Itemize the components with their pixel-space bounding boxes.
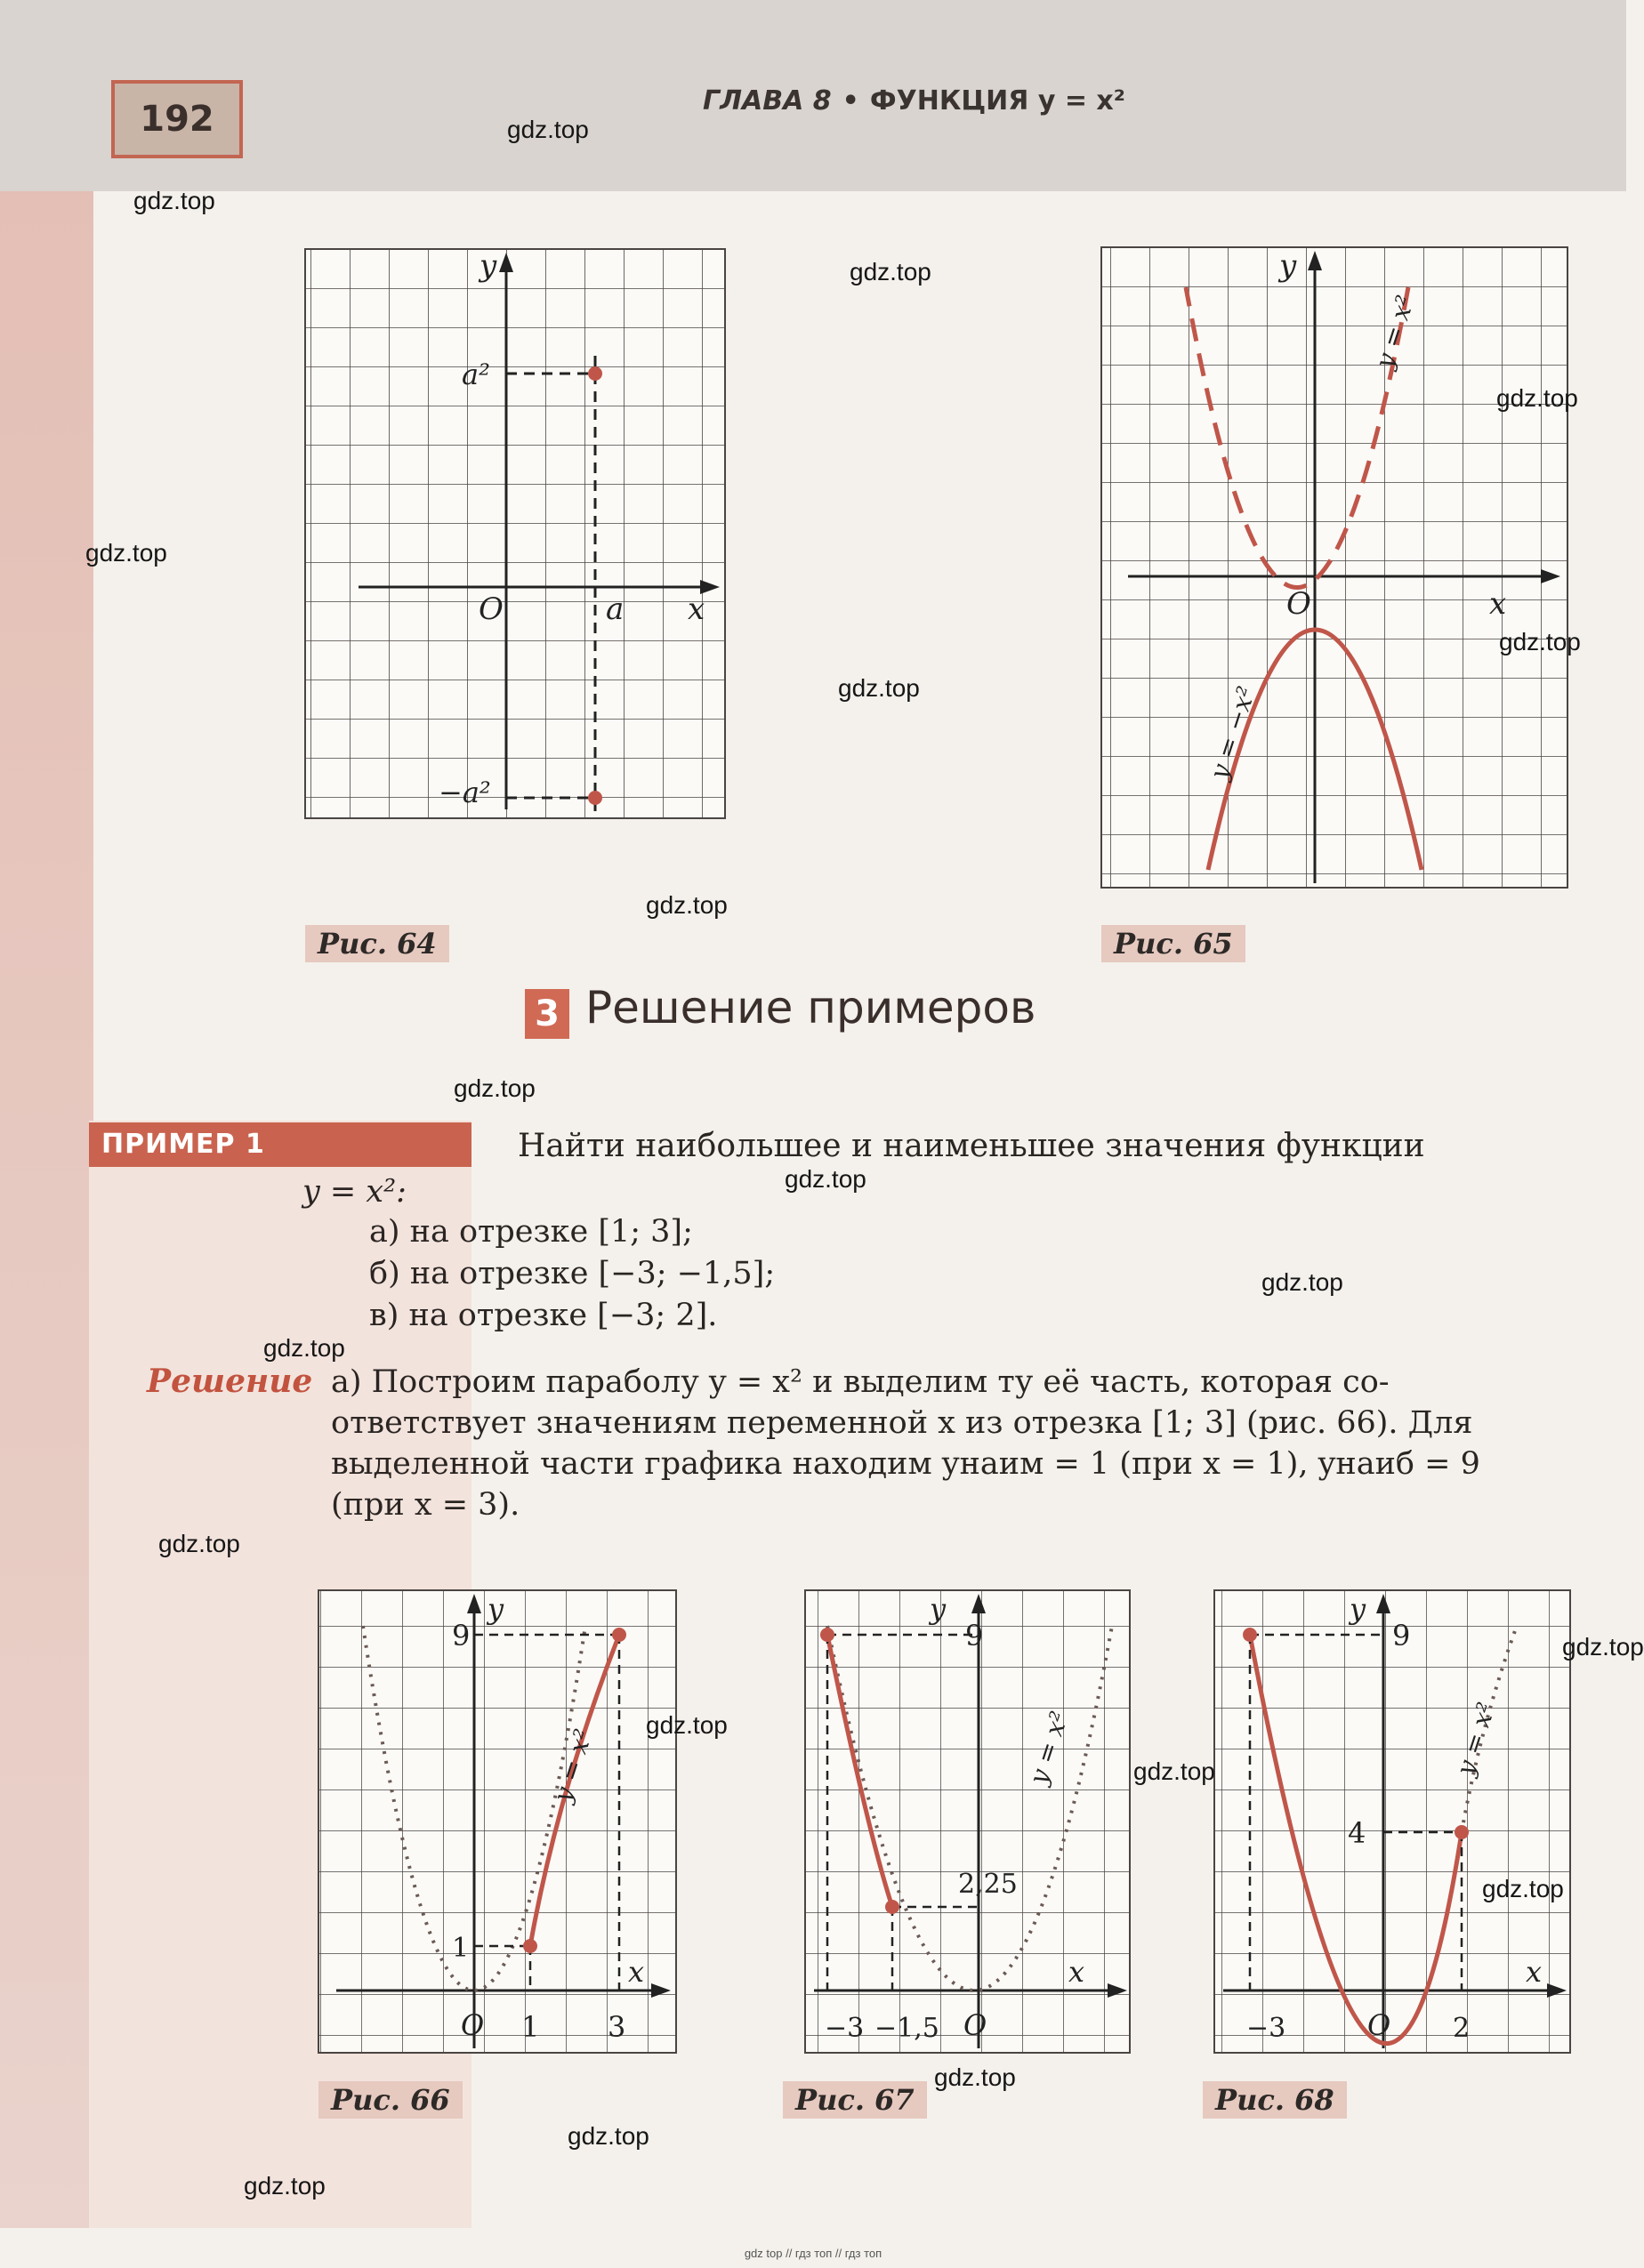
page-number: 192 [111,80,243,158]
origin-label: O [1286,586,1311,622]
x-axis-label: x [688,591,705,627]
solution-line-3: выделенной части графика находим yнаим = 1 (при x = 1), yнаиб = 9 [331,1446,1480,1482]
watermark: gdz.top [646,891,728,919]
left-margin-band [0,191,93,2228]
tick-4: 4 [1348,1816,1366,1850]
solution-line-4: (при x = 3). [331,1487,520,1523]
origin-label: O [963,2008,987,2042]
watermark: gdz.top [1133,1757,1215,1785]
y-axis-label: y [1350,1592,1366,1626]
figure-67 [805,1590,1130,2053]
tick-minus-3: −3 [1246,2013,1286,2044]
figure-66-graph [318,1590,676,2053]
section-number: 3 [525,989,569,1039]
figure-66 [318,1590,676,2053]
tick-2-25: 2,25 [958,1869,1018,1900]
watermark: gdz.top [244,2172,326,2200]
example-item-a: а) на отрезке [1; 3]; [369,1214,693,1250]
example-task: Найти наибольшее и наименьшее значения функции [518,1128,1425,1164]
tick-2: 2 [1453,2013,1471,2044]
watermark: gdz.top [1562,1633,1644,1661]
solution-label: Решение [147,1363,313,1400]
example-function: y = x²: [302,1174,407,1210]
solution-line-2: ответствует значениям переменной x из отрезка [1; 3] (рис. 66). Для [331,1405,1473,1441]
watermark: gdz.top [838,674,920,702]
watermark: gdz.top [850,258,931,286]
figure-64 [305,249,725,818]
figure-65 [1101,247,1567,888]
chapter-label: ГЛАВА 8 [703,85,832,117]
bottom-note: gdz top // гдз топ // гдз топ [744,2247,882,2260]
section-title: Решение примеров [585,982,1036,1033]
caption-fig-64: Рис. 64 [305,925,449,962]
tick-3-x: 3 [608,2010,626,2044]
watermark: gdz.top [1261,1268,1343,1296]
curve-label: y = x² [1023,1707,1075,1789]
x-axis-label: x [1489,586,1507,622]
origin-label: O [479,591,504,627]
watermark: gdz.top [1499,628,1581,655]
x-axis-label: x [628,1955,645,1989]
curve-label-down: y = −x² [1204,682,1261,784]
watermark: gdz.top [263,1334,345,1362]
watermark: gdz.top [133,187,215,214]
watermark: gdz.top [454,1074,536,1102]
header-bullet: • [842,85,859,117]
y-axis-label: y [930,1592,947,1626]
watermark: gdz.top [568,2122,649,2150]
tick-minus-1-5: −1,5 [874,2013,939,2044]
figure-68 [1214,1590,1570,2053]
solution-line-1: а) Построим параболу y = x² и выделим ту её часть, которая со- [331,1364,1390,1400]
caption-fig-65: Рис. 65 [1101,925,1245,962]
tick-1-x: 1 [521,2010,540,2044]
caption-fig-67: Рис. 67 [783,2081,927,2119]
a-squared-label: a² [462,358,490,391]
origin-label: O [1367,2008,1391,2042]
curve-label: y = x² [547,1725,599,1806]
x-axis-label: x [1526,1955,1543,1989]
curve-label-up: y = x² [1369,291,1421,373]
tick-minus-3: −3 [825,2013,865,2044]
figure-68-graph [1214,1590,1570,2053]
caption-fig-66: Рис. 66 [318,2081,463,2119]
function-title: ФУНКЦИЯ y = x² [869,85,1125,117]
watermark: gdz.top [158,1530,240,1557]
a-label: a [606,591,625,627]
running-head [703,85,1125,117]
minus-a-squared-label: −a² [439,776,491,809]
tick-9: 9 [1392,1619,1411,1653]
example-item-b: б) на отрезке [−3; −1,5]; [369,1256,776,1291]
watermark: gdz.top [785,1165,866,1193]
watermark: gdz.top [646,1711,728,1739]
curve-label: y = x² [1450,1698,1502,1780]
x-axis-label: x [1068,1955,1085,1989]
figure-65-graph [1101,247,1567,888]
figure-67-graph [805,1590,1130,2053]
y-axis-label: y [480,248,497,284]
watermark: gdz.top [1482,1875,1564,1902]
y-axis-label: y [1279,248,1297,284]
example-label: ПРИМЕР 1 [89,1122,471,1167]
y-axis-label: y [488,1592,504,1626]
tick-9: 9 [452,1619,471,1653]
tick-9: 9 [965,1619,984,1653]
origin-label: O [461,2008,485,2042]
watermark: gdz.top [1496,384,1578,412]
caption-fig-68: Рис. 68 [1203,2081,1347,2119]
watermark: gdz.top [934,2063,1016,2091]
tick-1-y: 1 [452,1933,470,1964]
watermark: gdz.top [507,116,589,143]
figure-64-graph [305,249,725,818]
watermark: gdz.top [85,539,167,567]
example-item-c: в) на отрезке [−3; 2]. [369,1298,718,1333]
